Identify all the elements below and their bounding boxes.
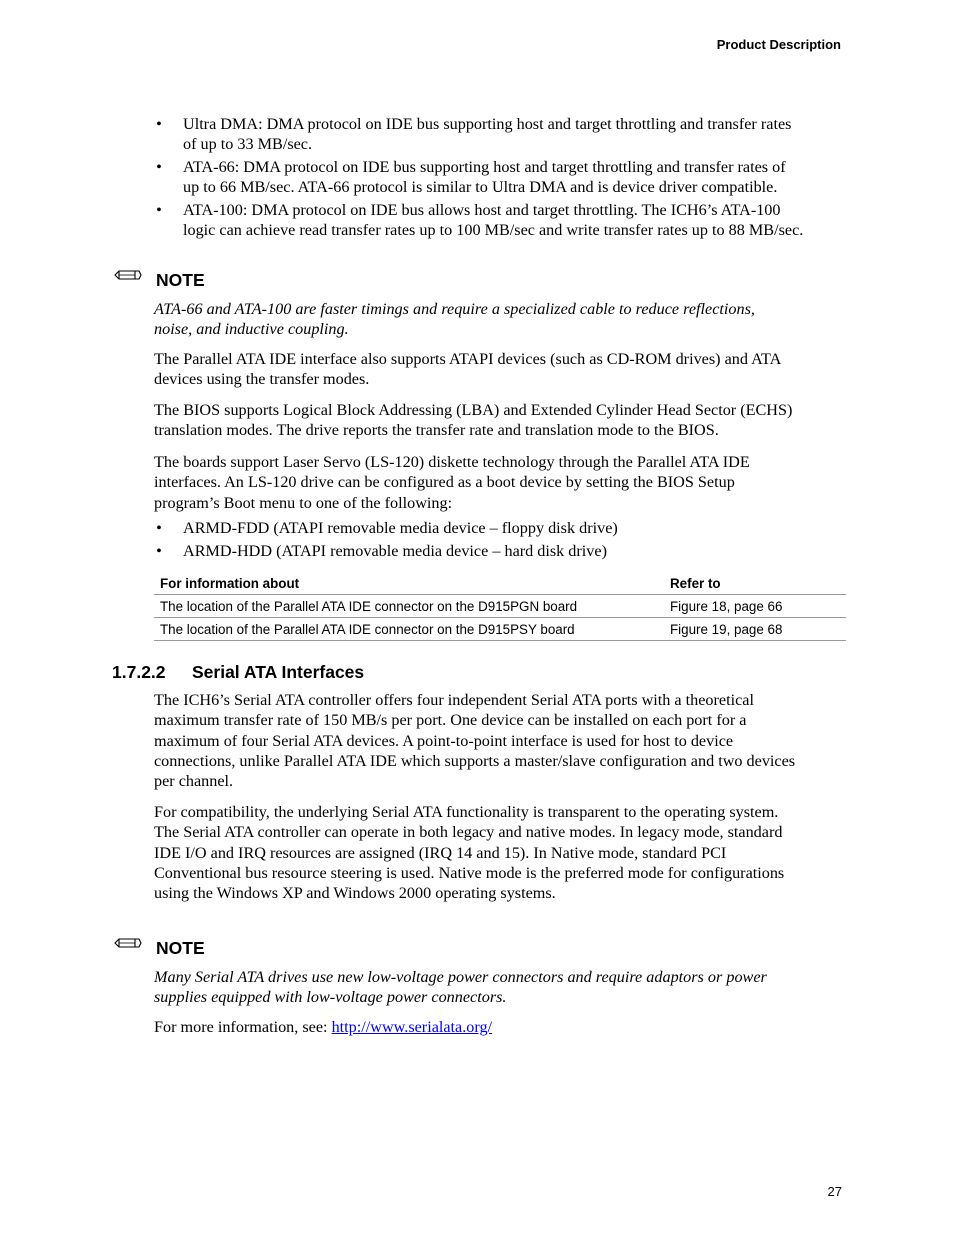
bullet-icon: • [156, 519, 162, 537]
table-cell: The location of the Parallel ATA IDE connector on the D915PSY board [154, 618, 664, 641]
column-header: For information about [154, 572, 664, 595]
armd-list [154, 518, 846, 564]
list-item [154, 114, 846, 155]
list-item [154, 157, 846, 198]
paragraph-ls120: The boards support Laser Servo (LS-120) diskette technology through the Parallel ATA IDE interfaces. An LS-120 drive can be configured as a boot device by setting the BIOS Setup program’s Boot menu to one of the following: [154, 453, 750, 512]
transfer-modes-list [154, 114, 846, 243]
note-label: NOTE [156, 938, 205, 958]
list-item-line: of up to 33 MB/sec. [183, 135, 313, 154]
more-info: For more information, see: http://www.serialata.org/ [154, 1018, 493, 1036]
section-title: Serial ATA Interfaces [192, 662, 365, 682]
page-number: 27 [827, 1184, 842, 1199]
running-header: Product Description [716, 37, 841, 52]
table-row [154, 595, 846, 618]
table-cell: Figure 19, page 68 [664, 618, 846, 641]
list-item: • ARMD-FDD (ATAPI removable media device – floppy disk drive) [154, 518, 846, 538]
section-number: 1.7.2.2 [112, 662, 166, 682]
bullet-icon: • [156, 158, 162, 177]
bullet-icon: • [156, 541, 162, 560]
list-item-line: Ultra DMA: DMA protocol on IDE bus supporting host and target throttling and transfer rates [183, 115, 792, 133]
list-item [154, 200, 846, 241]
table-row [154, 618, 846, 641]
list-item-line: ATA-100: DMA protocol on IDE bus allows host and target throttling. The ICH6’s ATA-100 [183, 201, 781, 220]
list-item: • ARMD-HDD (ATAPI removable media device – hard disk drive) [154, 541, 846, 561]
bullet-icon: • [156, 201, 162, 220]
bullet-icon: • [156, 115, 162, 133]
pencil-icon [113, 266, 143, 284]
paragraph-sata-overview: The ICH6’s Serial ATA controller offers four independent Serial ATA ports with a theoretical maximum transfer rate of 150 MB/s per port. One device can be installed on each port for a maximum of four Serial ATA devices. A point-to-point interface is used for host to device connections, unlike Parallel ATA IDE which supports a master/slave configuration and two devices per channel. [154, 691, 796, 791]
reference-table [154, 572, 846, 641]
paragraph-bios: The BIOS supports Logical Block Addressing (LBA) and Extended Cylinder Head Sector (ECHS) translation modes. The drive reports the transfer rate and translation mode to the BIOS. [154, 401, 793, 440]
table-header-row [154, 572, 846, 595]
note-heading [113, 934, 313, 962]
table-cell: Figure 18, page 66 [664, 595, 846, 618]
column-header: Refer to [664, 572, 846, 595]
note-heading [113, 266, 313, 294]
list-item-line: ATA-66: DMA protocol on IDE bus supporting host and target throttling and transfer rates of [183, 158, 786, 177]
serialata-link[interactable]: http://www.serialata.org/ [331, 1018, 493, 1036]
list-item-line: up to 66 MB/sec. ATA-66 protocol is similar to Ultra DMA and is device driver compatible. [183, 178, 778, 197]
note-label: NOTE [156, 270, 205, 290]
list-item-line: logic can achieve read transfer rates up to 100 MB/sec and write transfer rates up to 88 MB/sec. [183, 221, 804, 240]
note-text: Many Serial ATA drives use new low-voltage power connectors and require adaptors or power supplies equipped with low-voltage power connectors. [154, 968, 767, 1007]
pencil-icon [113, 934, 143, 952]
paragraph-sata-compatibility: For compatibility, the underlying Serial ATA functionality is transparent to the operating system. The Serial ATA controller can operate in both legacy and native modes. In legacy mode, standard IDE I/O and IRQ resources are assigned (IRQ 14 and 15). In Native mode, standard PCI Conventional bus resource steering is used. Native mode is the preferred mode for configurations using the Windows XP and Windows 2000 operating systems. [154, 803, 785, 903]
note-text: ATA-66 and ATA-100 are faster timings and require a specialized cable to reduce reflections, noise, and inductive coupling. [154, 300, 755, 339]
table-cell: The location of the Parallel ATA IDE connector on the D915PGN board [154, 595, 664, 618]
paragraph-atapi: The Parallel ATA IDE interface also supports ATAPI devices (such as CD-ROM drives) and ATA devices using the transfer modes. [154, 350, 782, 389]
